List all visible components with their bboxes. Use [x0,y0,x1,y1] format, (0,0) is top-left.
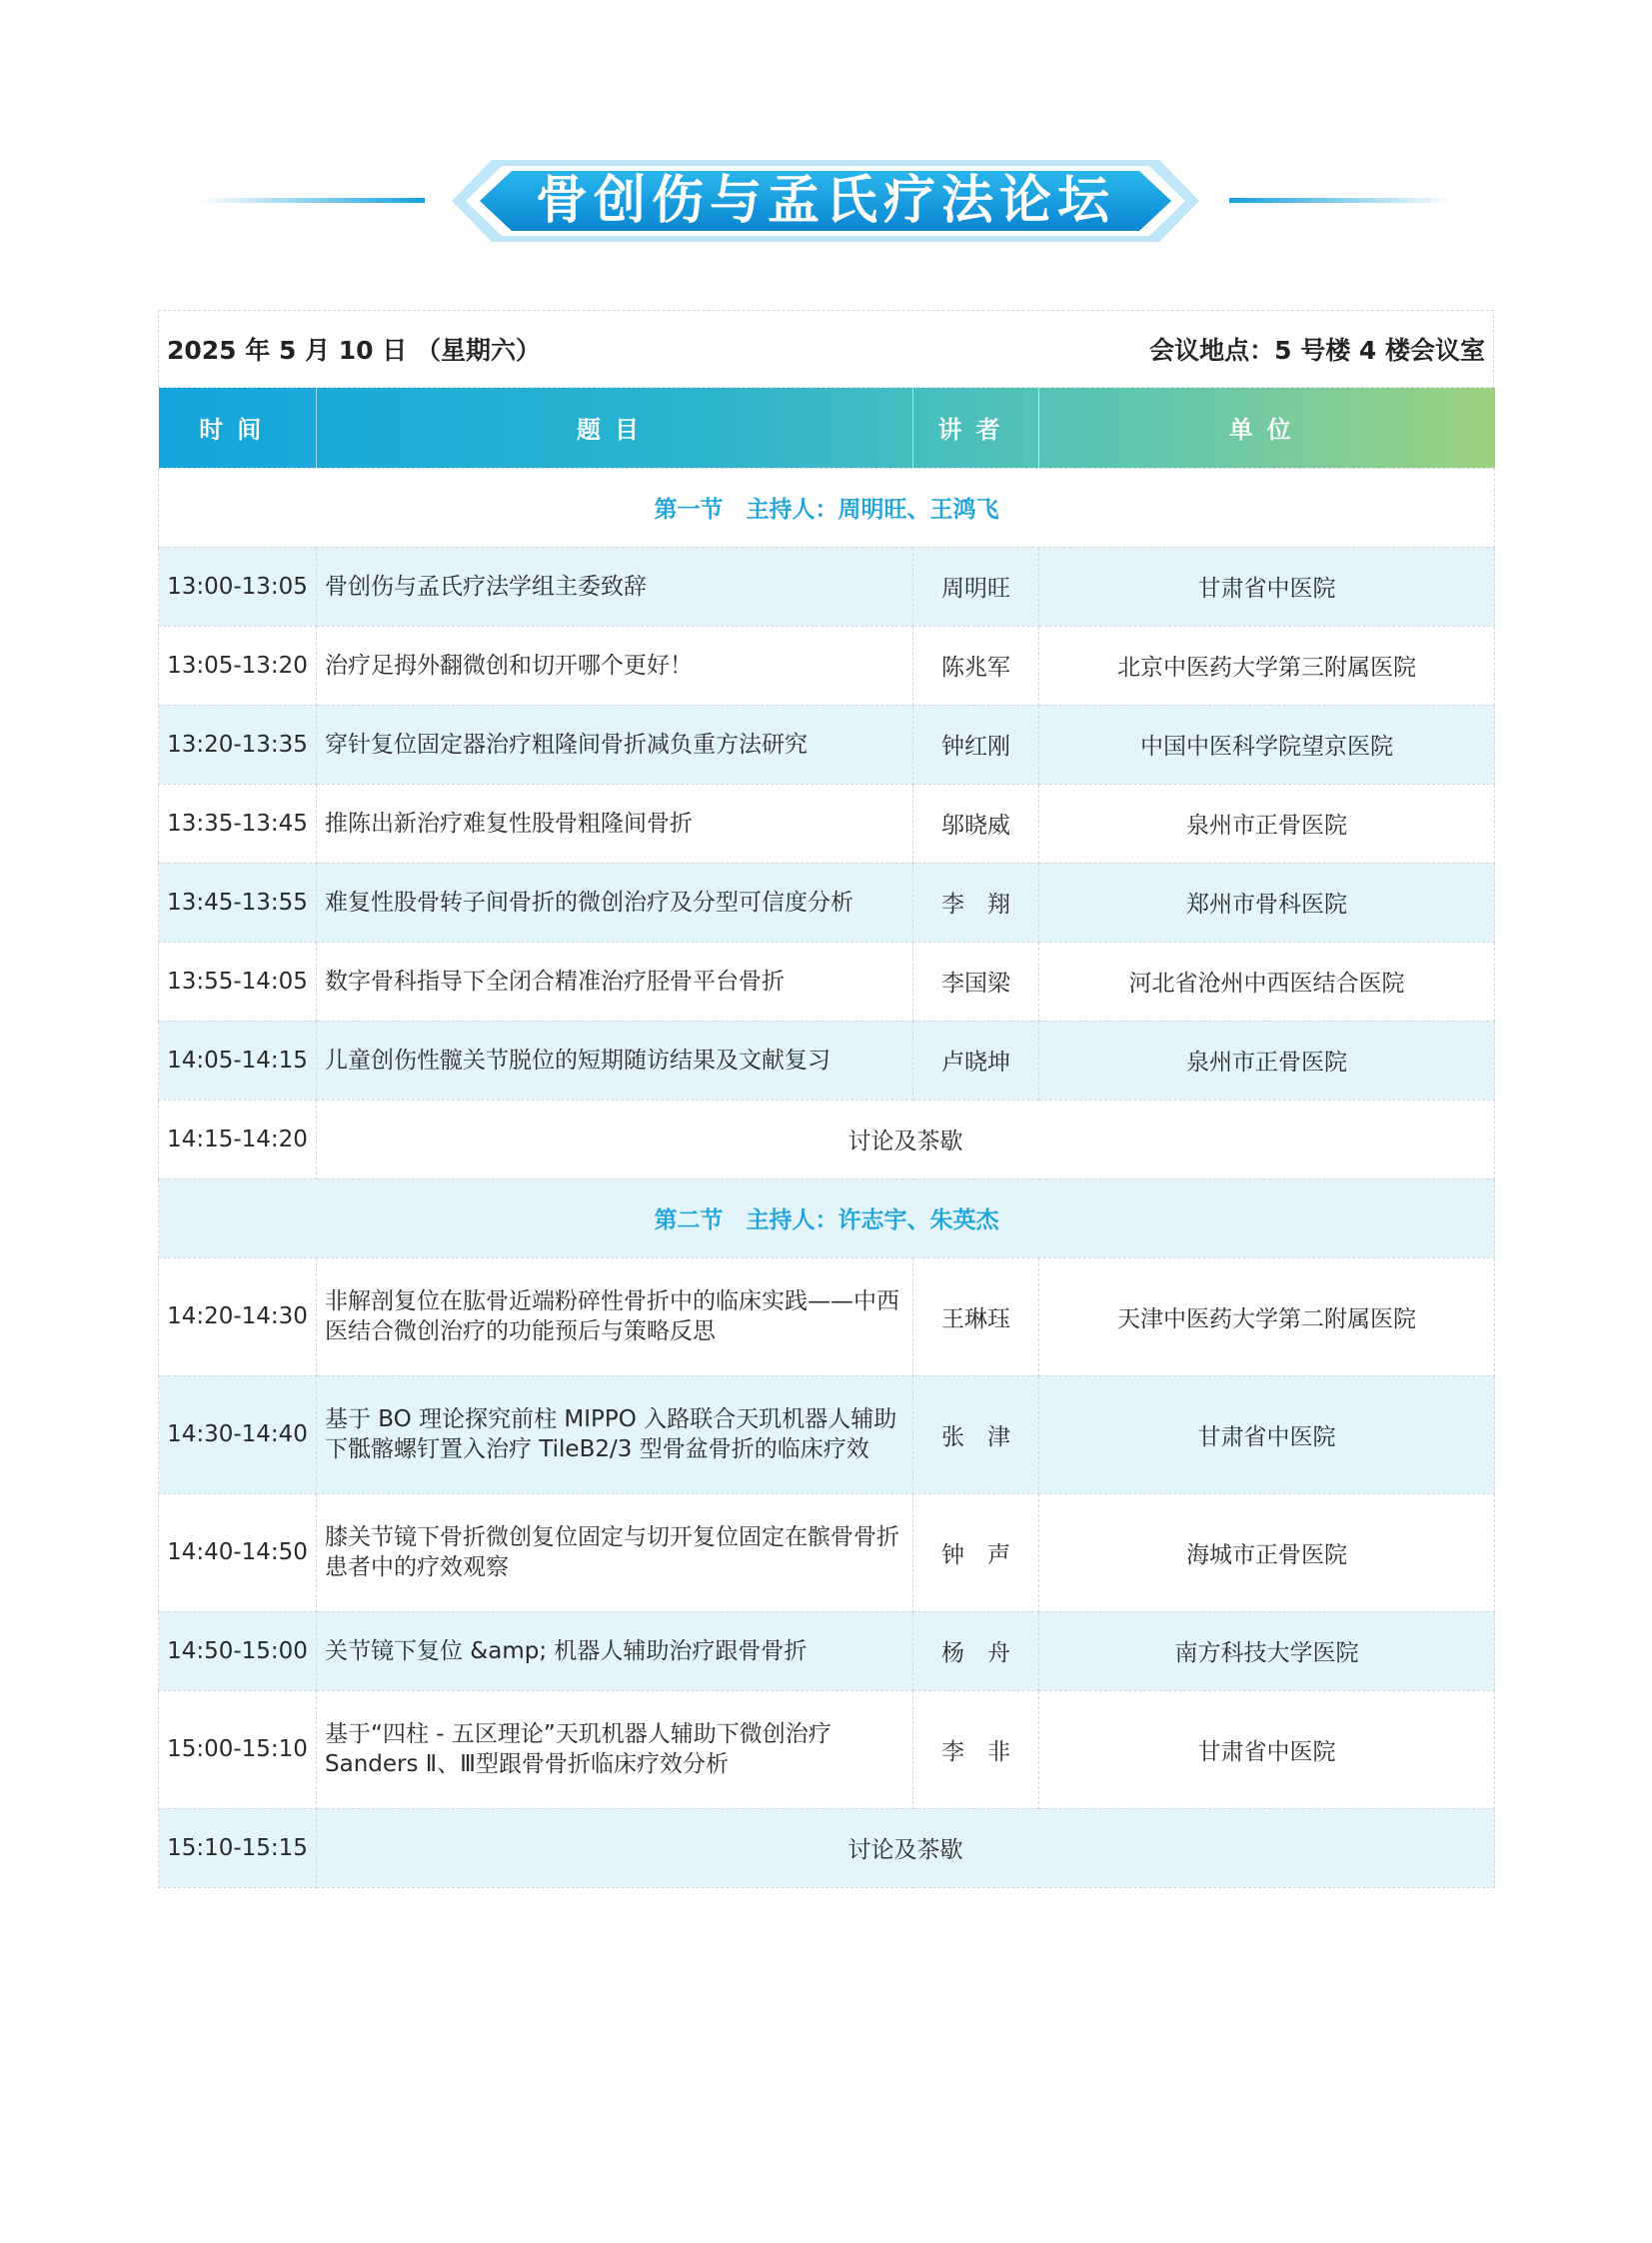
time-cell: 15:10-15:15 [159,1808,317,1887]
table-row [159,1375,1495,1493]
section-label: 第二节 主持人：许志宇、朱英杰 [159,1178,1495,1257]
schedule-table [158,388,1495,1888]
table-row [159,626,1495,705]
speaker-cell: 李 非 [913,1690,1039,1808]
location-text: 会议地点：5 号楼 4 楼会议室 [1149,336,1485,365]
topic-cell: 骨创伤与孟氏疗法学组主委致辞 [317,547,913,626]
unit-cell: 南方科技大学医院 [1039,1611,1495,1690]
header-time: 时间 [159,388,317,468]
section-header [159,1178,1495,1257]
table-row [159,1021,1495,1100]
topic-cell: 基于 BO 理论探究前柱 MIPPO 入路联合天玑机器人辅助下骶髂螺钉置入治疗 TileB2/3 型骨盆骨折的临床疗效 [317,1375,913,1493]
unit-cell: 河北省沧州中西医结合医院 [1039,942,1495,1021]
topic-cell: 穿针复位固定器治疗粗隆间骨折减负重方法研究 [317,705,913,784]
time-cell: 13:00-13:05 [159,547,317,626]
speaker-cell: 卢晓坤 [913,1021,1039,1100]
time-cell: 14:40-14:50 [159,1493,317,1611]
schedule [158,310,1494,1888]
unit-cell: 海城市正骨医院 [1039,1493,1495,1611]
table-header [159,388,1495,468]
table-row [159,863,1495,942]
time-cell: 13:20-13:35 [159,705,317,784]
unit-cell: 泉州市正骨医院 [1039,784,1495,863]
topic-cell: 儿童创伤性髋关节脱位的短期随访结果及文献复习 [317,1021,913,1100]
topic-cell: 关节镜下复位 &amp; 机器人辅助治疗跟骨骨折 [317,1611,913,1690]
speaker-cell: 钟 声 [913,1493,1039,1611]
break-label: 讨论及茶歇 [317,1100,1495,1178]
speaker-cell: 张 津 [913,1375,1039,1493]
topic-cell: 难复性股骨转子间骨折的微创治疗及分型可信度分析 [317,863,913,942]
title-banner [0,160,1652,250]
break-label: 讨论及茶歇 [317,1808,1495,1887]
speaker-cell: 李国梁 [913,942,1039,1021]
time-cell: 13:35-13:45 [159,784,317,863]
table-row [159,547,1495,626]
section-label: 第一节 主持人：周明旺、王鸿飞 [159,468,1495,547]
topic-cell: 推陈出新治疗难复性股骨粗隆间骨折 [317,784,913,863]
section-header [159,468,1495,547]
time-cell: 15:00-15:10 [159,1690,317,1808]
header-topic: 题目 [317,388,913,468]
topic-cell: 数字骨科指导下全闭合精准治疗胫骨平台骨折 [317,942,913,1021]
speaker-cell: 陈兆军 [913,626,1039,705]
time-cell: 14:30-14:40 [159,1375,317,1493]
table-row [159,1257,1495,1375]
table-row [159,1690,1495,1808]
unit-cell: 北京中医药大学第三附属医院 [1039,626,1495,705]
header-unit: 单位 [1228,416,1305,445]
time-cell: 13:55-14:05 [159,942,317,1021]
page-title: 骨创伤与孟氏疗法论坛 [535,171,1115,231]
unit-cell: 郑州市骨科医院 [1039,863,1495,942]
banner-line-right [1229,198,1454,203]
speaker-cell: 邬晓威 [913,784,1039,863]
table-row [159,784,1495,863]
table-row [159,1611,1495,1690]
unit-cell: 中国中医科学院望京医院 [1039,705,1495,784]
unit-cell: 甘肃省中医院 [1039,1690,1495,1808]
speaker-cell: 杨 舟 [913,1611,1039,1690]
break-row [159,1808,1495,1887]
time-cell: 13:05-13:20 [159,626,317,705]
table-row [159,1493,1495,1611]
table-row [159,705,1495,784]
time-cell: 14:20-14:30 [159,1257,317,1375]
topic-cell: 基于“四柱 - 五区理论”天玑机器人辅助下微创治疗 Sanders Ⅱ、Ⅲ型跟骨骨折临床疗效分析 [317,1690,913,1808]
topic-cell: 治疗足拇外翻微创和切开哪个更好！ [317,626,913,705]
unit-cell: 泉州市正骨医院 [1039,1021,1495,1100]
break-row [159,1100,1495,1178]
topic-cell: 膝关节镜下骨折微创复位固定与切开复位固定在髌骨骨折患者中的疗效观察 [317,1493,913,1611]
unit-cell: 甘肃省中医院 [1039,547,1495,626]
time-cell: 14:05-14:15 [159,1021,317,1100]
table-row [159,942,1495,1021]
speaker-cell: 王琳珏 [913,1257,1039,1375]
speaker-cell: 李 翔 [913,863,1039,942]
speaker-cell: 周明旺 [913,547,1039,626]
speaker-cell: 钟红刚 [913,705,1039,784]
banner-line-left [200,198,425,203]
time-cell: 14:50-15:00 [159,1611,317,1690]
header-speaker: 讲者 [913,388,1039,468]
time-cell: 14:15-14:20 [159,1100,317,1178]
unit-cell: 天津中医药大学第二附属医院 [1039,1257,1495,1375]
time-cell: 13:45-13:55 [159,863,317,942]
topic-cell: 非解剖复位在肱骨近端粉碎性骨折中的临床实践——中西医结合微创治疗的功能预后与策略反思 [317,1257,913,1375]
unit-cell: 甘肃省中医院 [1039,1375,1495,1493]
date-text: 2025 年 5 月 10 日 （星期六） [167,336,541,365]
info-row [158,310,1494,388]
